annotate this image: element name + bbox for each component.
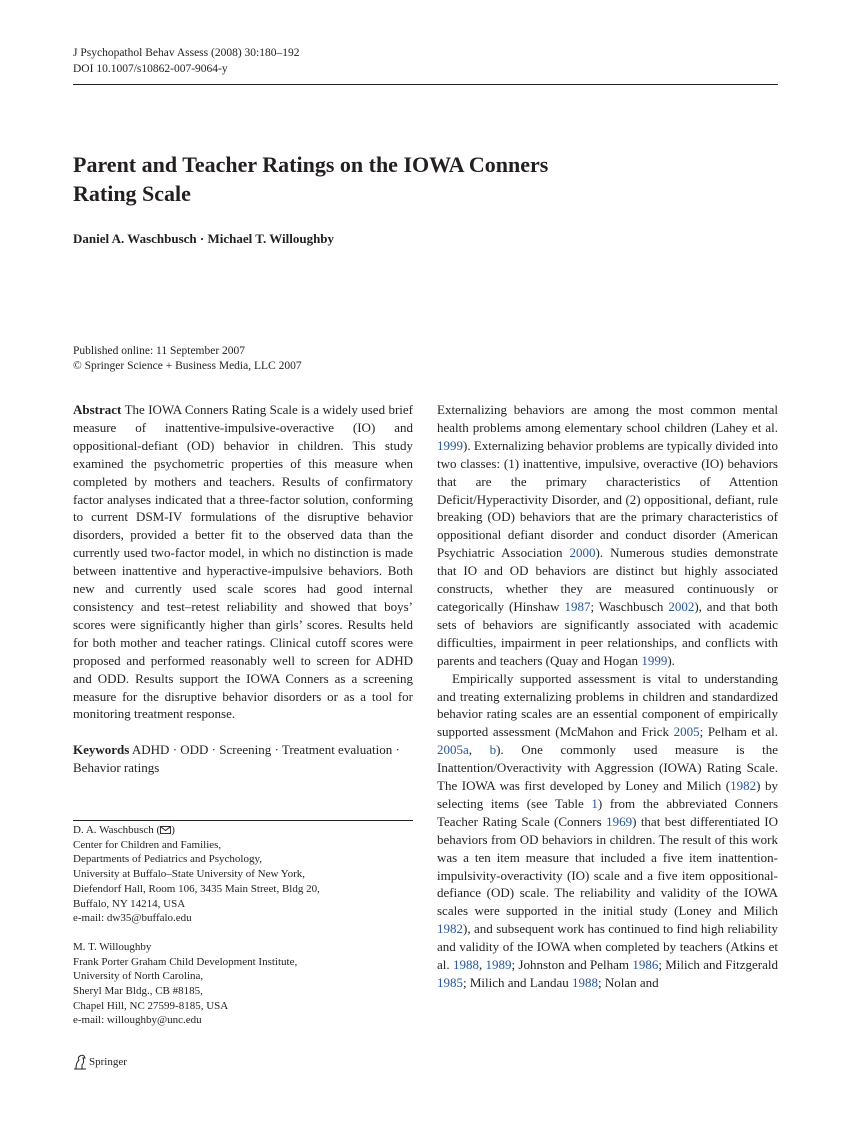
affiliation-rule: [73, 820, 413, 821]
citation-link[interactable]: 1987: [564, 598, 591, 614]
keywords-label: Keywords: [73, 742, 130, 758]
citation-link[interactable]: 1989: [485, 957, 512, 973]
author1-line: Buffalo, NY 14214, USA: [73, 897, 186, 910]
keywords-text: ADHD · ODD · Screening · Treatment evaluation · Behavior ratings: [73, 742, 400, 776]
author2-line: Frank Porter Graham Child Development Institute,: [73, 955, 298, 968]
publisher-name: Springer: [89, 1056, 127, 1068]
body-text: Externalizing behaviors are among the most common mental health problems among elementary school children (Lahey et al.: [437, 402, 778, 435]
body-text: Empirically supported assessment is vital to understanding and treating externalizing problems in children and standardized behavior rating scales are an essential component of empirically supported assessment (McMahon and Frick: [437, 670, 778, 740]
author1-line: Diefendorf Hall, Room 106, 3435 Main Street, Bldg 20,: [73, 882, 320, 895]
citation-link[interactable]: 2005: [673, 724, 700, 740]
abstract: [73, 401, 413, 723]
citation-link[interactable]: 1982: [730, 778, 757, 794]
affiliation-author2: [73, 940, 413, 1028]
title-line-1: Parent and Teacher Ratings on the IOWA Conners: [73, 152, 549, 177]
body-paragraph-2: [437, 670, 778, 992]
citation-link[interactable]: 1986: [632, 957, 659, 973]
author1-address: [73, 838, 413, 926]
publisher-footer: [73, 1054, 127, 1070]
body-text: ; Waschbusch: [590, 598, 669, 614]
right-column: [437, 401, 778, 992]
published-date: Published online: 11 September 2007: [73, 345, 246, 357]
citation-link[interactable]: 1982: [437, 921, 463, 937]
body-text: ).: [667, 652, 675, 668]
author-list: Daniel A. Waschbusch · Michael T. Willoughby: [73, 231, 335, 246]
journal-citation: J Psychopathol Behav Assess (2008) 30:180–192: [73, 47, 300, 59]
springer-horse-icon: [73, 1054, 87, 1070]
author2-address: [73, 955, 413, 1029]
body-text: ), and subsequent work has continued to find high reliability and validity of the IOWA when completed by teachers (Atkins et al.: [437, 921, 778, 973]
citation-link[interactable]: 1988: [452, 957, 479, 973]
author1-line: Center for Children and Families,: [73, 838, 222, 851]
author1-name: D. A. Waschbusch ( ): [73, 824, 175, 836]
citation-link[interactable]: 1969: [606, 813, 633, 829]
citation-link[interactable]: 1: [591, 795, 598, 811]
body-text: ; Milich and Landau: [463, 975, 573, 990]
author1-line: e-mail: dw35@buffalo.edu: [73, 912, 192, 925]
body-text: ) that best differentiated IO behaviors from OD behaviors in children. The result of this work was a ten item measure that included a five item inattention-impulsivity-overactivity (IO) scale and a five item oppositional-defiance (OD) scale. The reliability and validity of the IOWA scales were supported in the initial study (Loney and Milich: [437, 813, 778, 919]
copyright: © Springer Science + Business Media, LLC 2007: [73, 360, 302, 372]
envelope-icon[interactable]: [160, 826, 171, 834]
affiliations: [73, 823, 413, 1028]
citation-link[interactable]: 1985: [437, 975, 463, 990]
author2-line: Chapel Hill, NC 27599-8185, USA: [73, 999, 229, 1012]
body-text: ). Externalizing behavior problems are typically divided into two classes: (1) inattentive, impulsive, overactive (IO) behaviors that are the primary characteristics of Attention Deficit/Hyperactivity Disorder, and (2) oppositional, defiant, rule breaking (OD) behaviors that are the primary characteristics of oppositional defiant disorder and conduct disorder (American Psychiatric Association: [437, 437, 778, 561]
citation-link[interactable]: b: [489, 742, 497, 758]
citation-link[interactable]: 2000: [569, 545, 596, 561]
citation-link[interactable]: 2005a: [437, 742, 469, 758]
abstract-text: The IOWA Conners Rating Scale is a widely used brief measure of inattentive-impulsive-overactive (IO) and oppositional-defiant (OD) behavior in children. This study examined the psychometric properties of this measure when completed by mothers and teachers. Results of confirmatory factor analyses indicated that a three-factor solution, conforming to current DSM-IV formulations of the disruptive behavior disorders, provided a better fit to the observed data than the currently used two-factor model, in which no distinction is made between inattentive and hyperactive-impulsive behaviors. Both new and currently used scale scores had good internal consistency and test–retest reliability and showed that boys’ scores were significantly higher than girls’ scores. Results held for both mother and teacher ratings. Clinical cutoff scores were proposed and performed reasonably well to screen for ADHD and ODD. Results support the IOWA Conners as a screening measure for the disruptive behavior disorders or as a tool for monitoring treatment response.: [73, 402, 414, 722]
author2-name: M. T. Willoughby: [73, 940, 152, 953]
citation-link[interactable]: 1999: [641, 652, 668, 668]
journal-doi: DOI 10.1007/s10862-007-9064-y: [73, 63, 228, 75]
abstract-label: Abstract: [73, 402, 122, 417]
body-text: ,: [468, 742, 490, 758]
left-column: [73, 401, 413, 777]
publication-info: [73, 344, 302, 374]
header-rule: [73, 84, 778, 85]
affiliation-author1: [73, 823, 413, 926]
body-text: ), and that both sets of behaviors are significantly associated with academic difficulties, impairment in peer relationships, and conflicts with parents and teachers (Quay and Hogan: [437, 598, 778, 668]
body-text: ; Milich and Fitzgerald: [658, 957, 778, 973]
body-text: ). Numerous studies demonstrate that IO and OD behaviors are distinct but highly associated constructs, whether they are measured continuously or categorically (Hinshaw: [437, 545, 778, 614]
author2-line: University of North Carolina,: [73, 970, 204, 983]
body-text: ; Pelham et al.: [699, 724, 778, 740]
author1-line: Departments of Pediatrics and Psychology,: [73, 853, 262, 866]
title-line-2: Rating Scale: [73, 181, 191, 206]
citation-link[interactable]: 1988: [572, 975, 599, 990]
body-text: ). One commonly used measure is the Inattention/Overactivity with Aggression (IOWA) Rating Scale. The IOWA was first developed by Loney and Milich (: [437, 742, 778, 794]
body-text: ; Johnston and Pelham: [511, 957, 633, 973]
body-text: ; Nolan and: [598, 975, 659, 990]
author1-line: University at Buffalo–State University of New York,: [73, 868, 305, 881]
body-text: ) from the abbreviated Conners Teacher Rating Scale (Conners: [437, 795, 778, 829]
body-text: ,: [478, 957, 486, 973]
author2-line: e-mail: willoughby@unc.edu: [73, 1014, 202, 1027]
body-text: ) by selecting items (see Table: [437, 778, 778, 811]
citation-link[interactable]: 2002: [668, 598, 695, 614]
keywords: [73, 741, 413, 777]
journal-header: [73, 45, 299, 77]
author2-line: Sheryl Mar Bldg., CB #8185,: [73, 985, 203, 998]
citation-link[interactable]: 1999: [437, 437, 463, 453]
article-title: [73, 150, 773, 208]
body-paragraph-1: [437, 401, 778, 670]
